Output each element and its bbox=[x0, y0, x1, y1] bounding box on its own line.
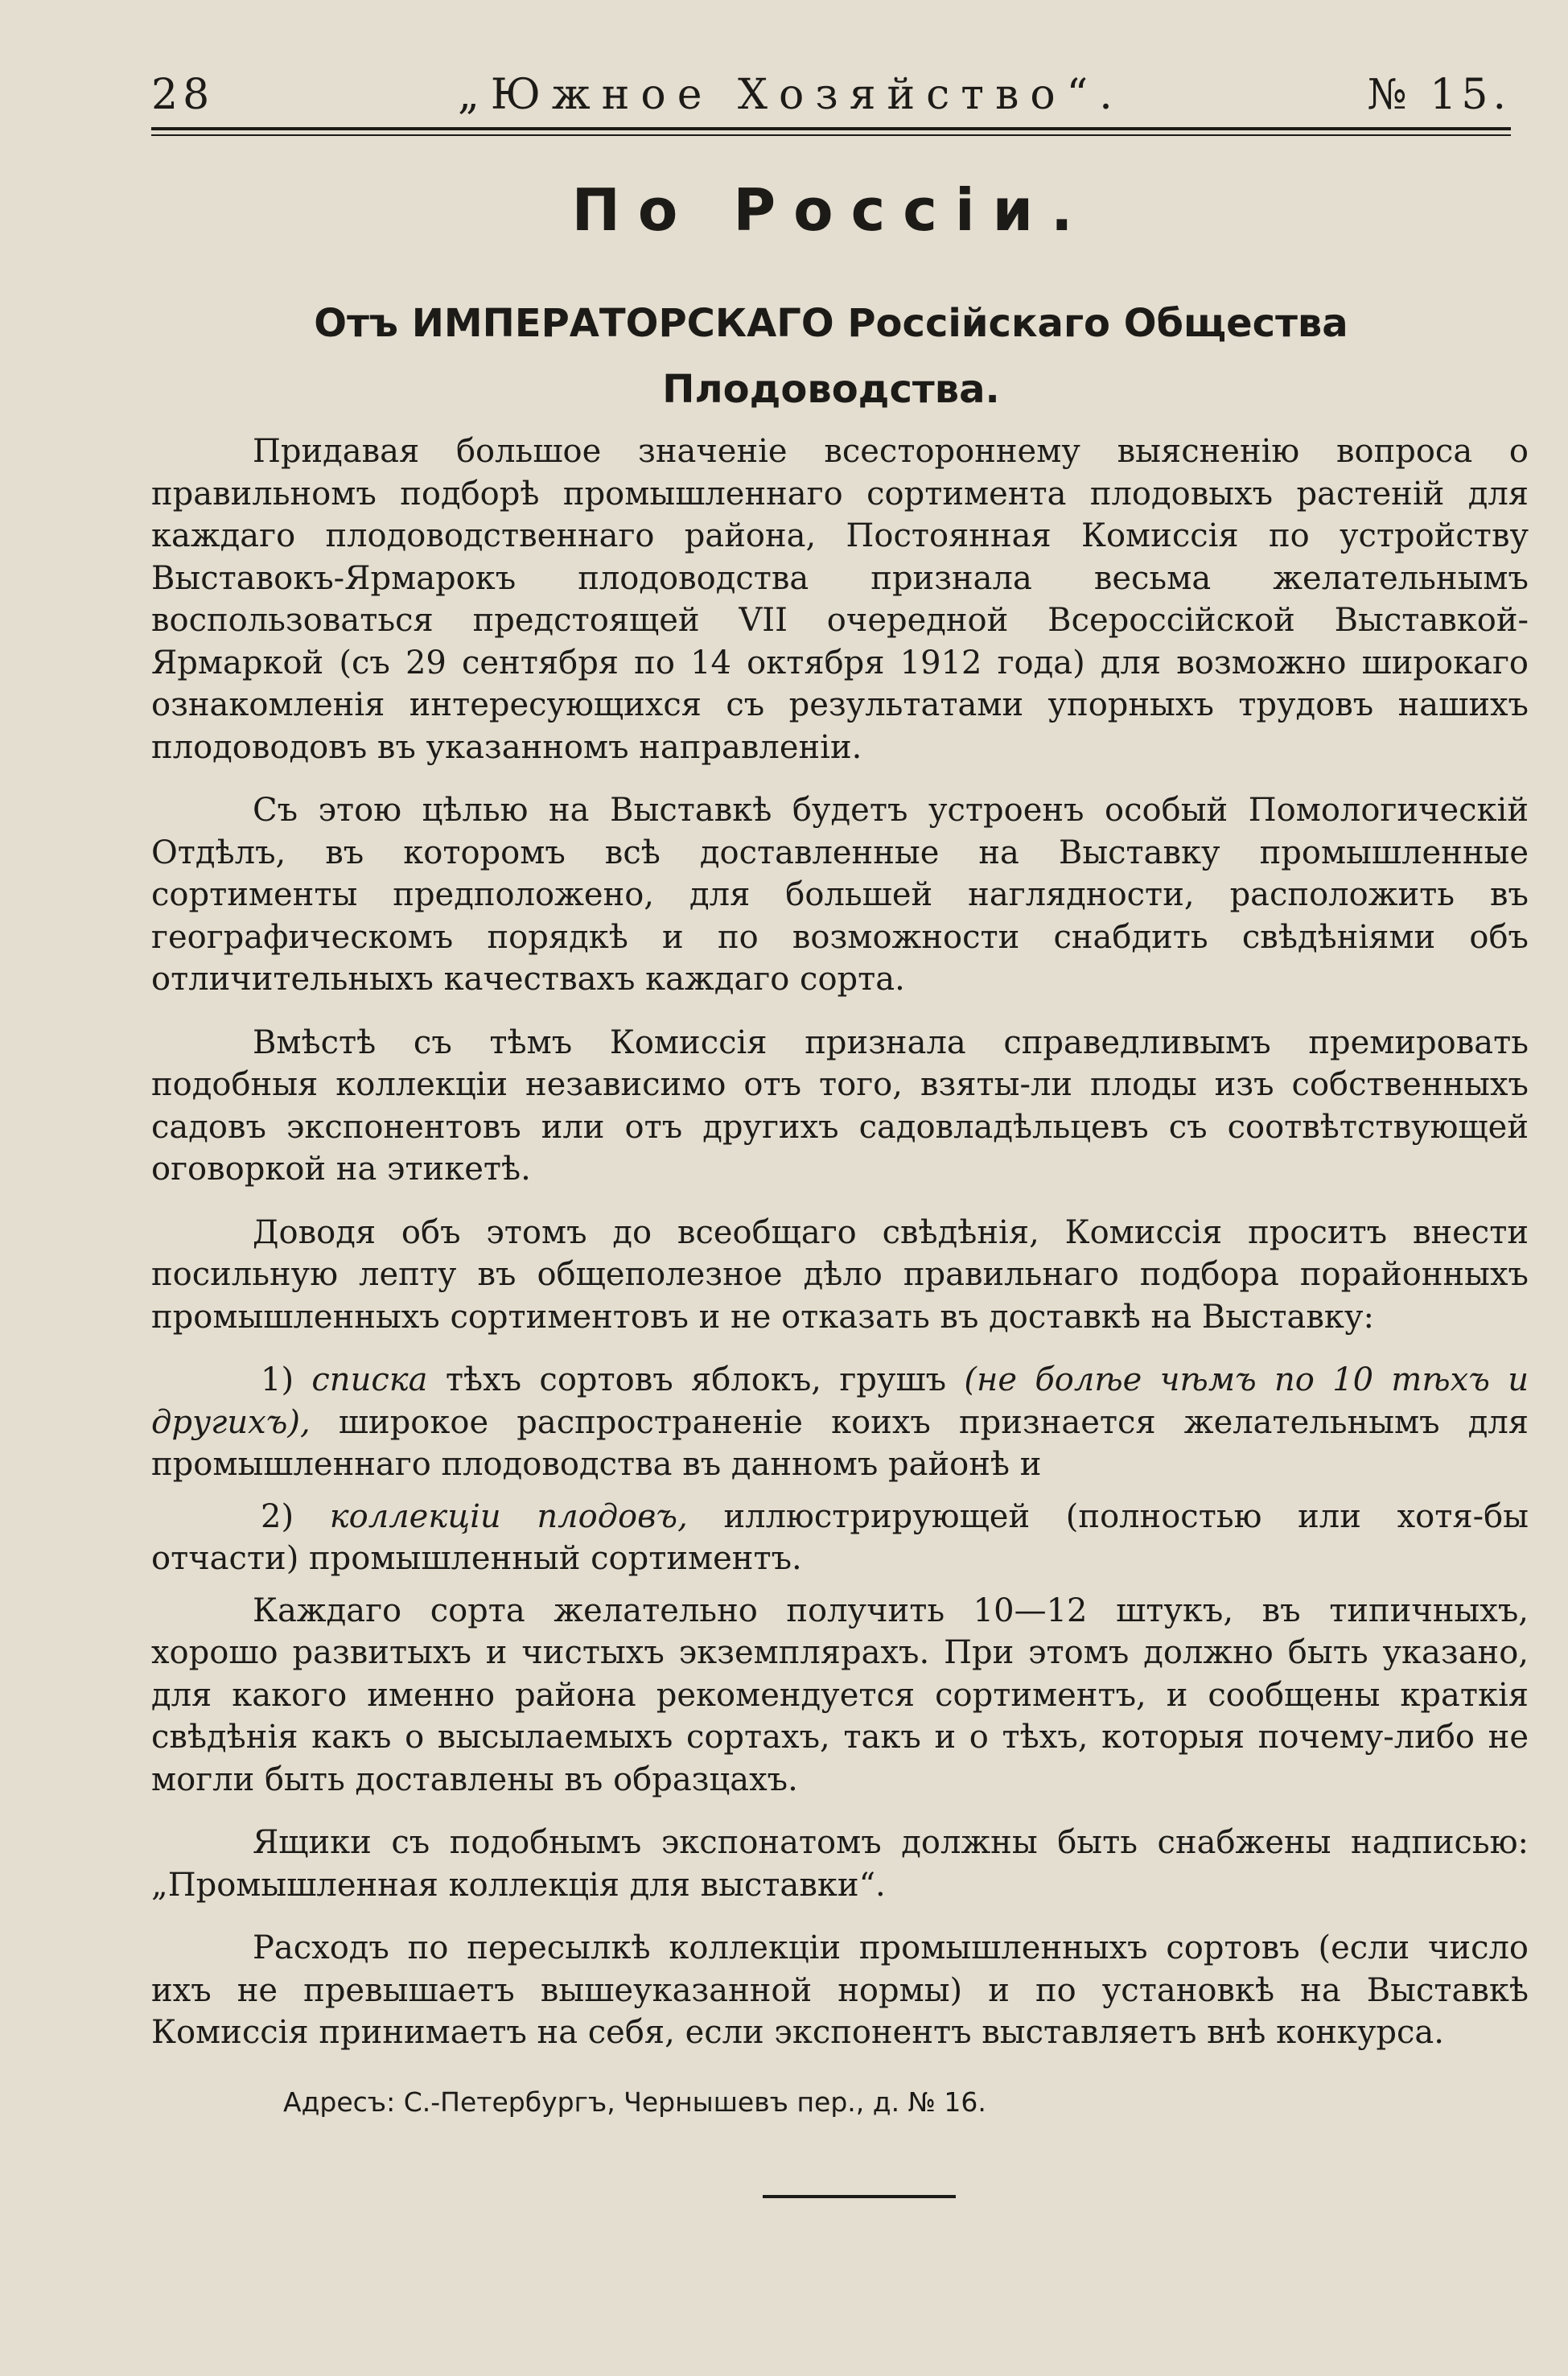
paragraph: Каждаго сорта желательно получить 10—12 штукъ, въ типичныхъ, хорошо развитыхъ и чистыхъ экземплярахъ. При этомъ должно быть указано, для какого именно района рекомендуется сортиментъ, и сообщены краткія свѣдѣнія какъ о высылаемыхъ сортахъ, такъ и о тѣхъ, которыя почему-либо не могли быть доставлены въ образцахъ. bbox=[151, 1592, 1529, 1798]
end-rule bbox=[763, 2195, 956, 2198]
paragraph: Придавая большое значеніе всестороннему выясненію вопроса о правильномъ подборѣ промышленнаго сортимента плодовыхъ растеній для каждаго плодоводственнаго района, Постоянная Комиссія по устройству Выставокъ-Ярмарокъ плодоводства признала весьма желательнымъ воспользоваться предстоящей VII очередной Всероссійской Выставкой-Ярмаркой (съ 29 сентября по 14 октября 1912 года) для возможно широкаго ознакомленія интересующихся съ результатами упорныхъ трудовъ нашихъ плодоводовъ въ указанномъ направленіи. bbox=[151, 433, 1529, 766]
item-text: тѣхъ сортовъ яблокъ, грушъ bbox=[445, 1361, 947, 1398]
item-emphasis: (не болѣе чѣмъ по 10 тѣхъ и другихъ), bbox=[151, 1361, 1529, 1441]
header-rule-thin bbox=[151, 134, 1511, 136]
address-line: Адресъ: С.-Петербургъ, Чернышевъ пер., д. № 16. bbox=[283, 2086, 986, 2118]
paragraph: Съ этою цѣлью на Выставкѣ будетъ устроенъ особый Помологическій Отдѣлъ, въ которомъ всѣ доставленные на Выставку промышленные сортименты предположено, для большей наглядности, расположить въ географическомъ порядкѣ и по возможности снабдить свѣдѣніями объ отличительныхъ качествахъ каждаго сорта. bbox=[151, 792, 1529, 998]
paragraph: Вмѣстѣ съ тѣмъ Комиссія признала справедливымъ премировать подобныя коллекціи независимо отъ того, взяты-ли плоды изъ собственныхъ садовъ экспонентовъ или отъ другихъ садовладѣльцевъ съ соотвѣтствующей оговоркой на этикетѣ. bbox=[151, 1023, 1529, 1188]
article-body bbox=[151, 430, 1529, 2054]
article-title: Отъ ИМПЕРАТОРСКАГО Россійскаго Общества Плодоводства. bbox=[314, 301, 1348, 412]
item-number: 1) bbox=[261, 1361, 294, 1398]
item-text: иллюстрирующей (полностью или хотя-бы отчасти) промышленный сортиментъ. bbox=[151, 1497, 1529, 1577]
item-text: широкое распространеніе коихъ признается желательнымъ для промышленнаго плодоводства въ данномъ районѣ и bbox=[151, 1403, 1529, 1483]
page-number: 28 bbox=[151, 71, 215, 119]
list-item-1 bbox=[151, 1359, 1529, 1486]
item-emphasis: коллекціи плодовъ, bbox=[329, 1497, 688, 1535]
section-title: По Россіи. bbox=[571, 176, 1091, 244]
paragraph: Доводя объ этомъ до всеобщаго свѣдѣнія, Комиссія проситъ внести посильную лепту въ общеполезное дѣло правильнаго подбора порайонныхъ промышленныхъ сортиментовъ и не отказать въ доставкѣ на Выставку: bbox=[151, 1213, 1529, 1336]
journal-title: „Южное Хозяйство“. bbox=[457, 71, 1124, 119]
item-emphasis: списка bbox=[311, 1361, 428, 1398]
item-number: 2) bbox=[261, 1497, 294, 1535]
paragraph: Расходъ по пересылкѣ коллекціи промышленныхъ сортовъ (если число ихъ не превышаетъ вышеуказанной нормы) и по установкѣ на Выставкѣ Комиссія принимаетъ на себя, если экспонентъ выставляетъ внѣ конкурса. bbox=[151, 1929, 1529, 2051]
header-rule bbox=[151, 127, 1511, 130]
issue-number: № 15. bbox=[1367, 71, 1511, 119]
running-head bbox=[151, 71, 1511, 119]
paragraph: Ящики съ подобнымъ экспонатомъ должны быть снабжены надписью: „Промышленная коллекція для выставки“. bbox=[151, 1824, 1529, 1904]
list-item-2 bbox=[151, 1496, 1529, 1580]
